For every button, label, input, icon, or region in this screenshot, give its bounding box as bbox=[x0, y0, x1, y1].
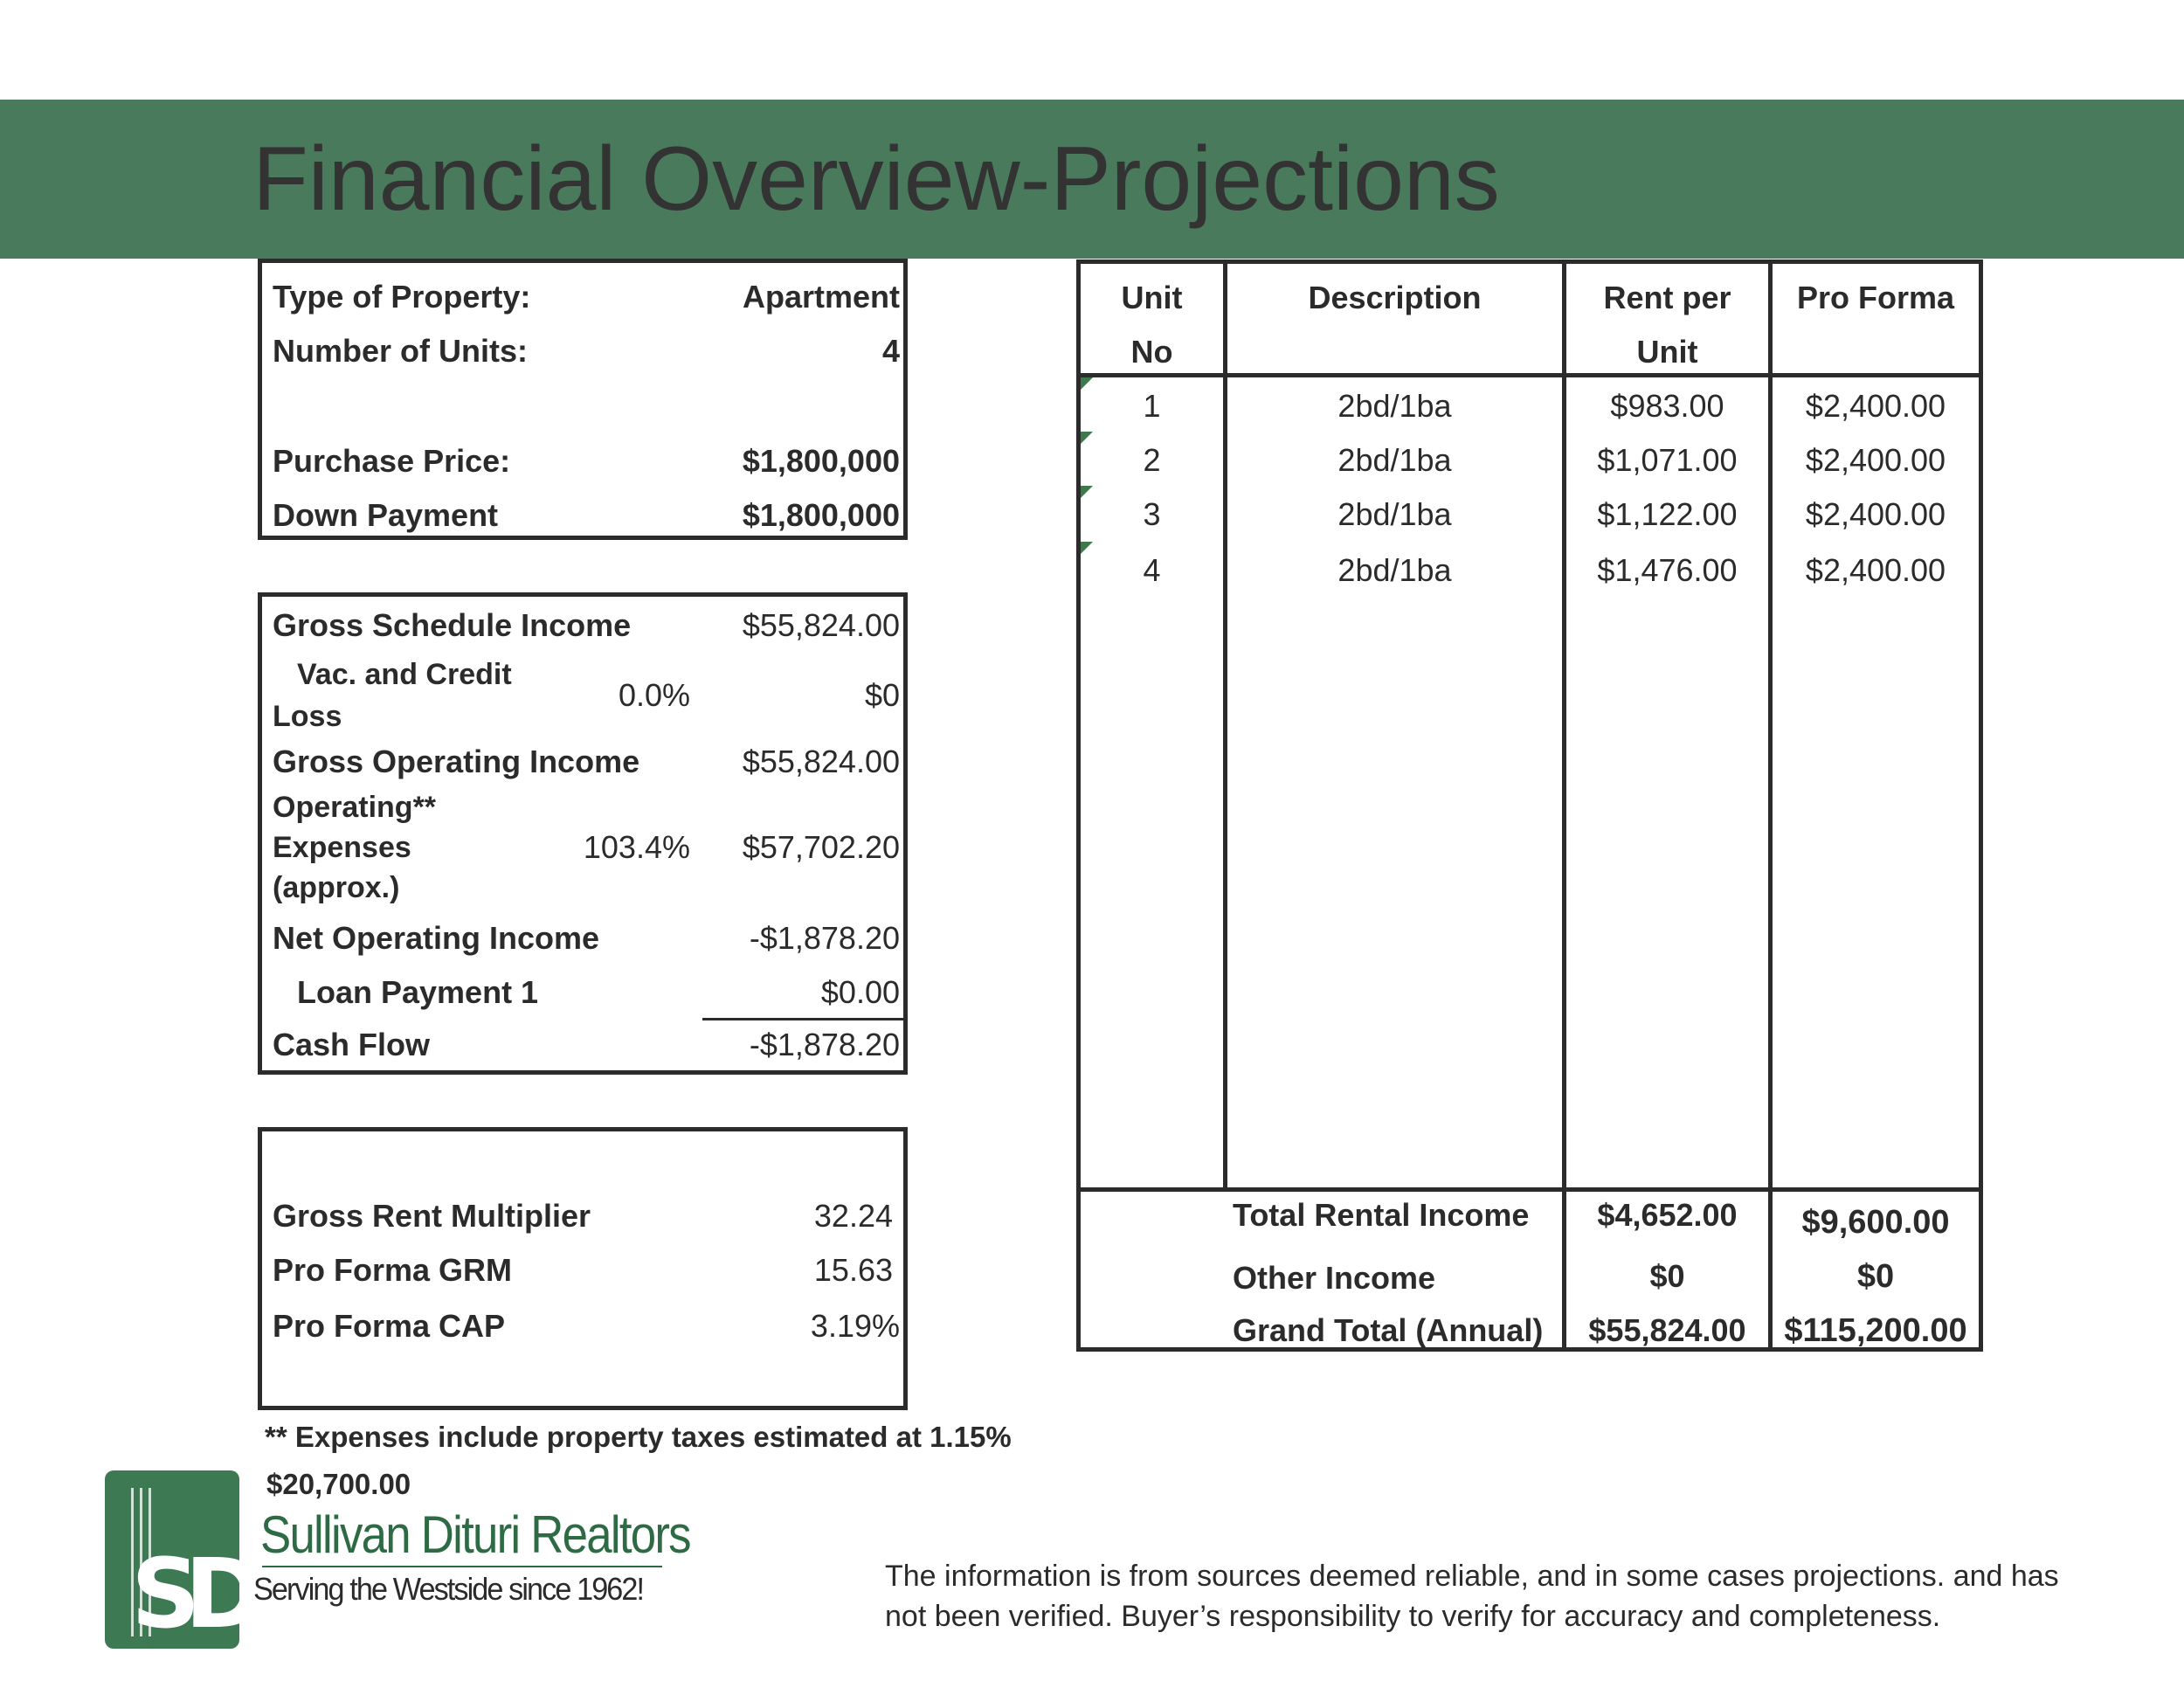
type-of-property-value: Apartment bbox=[742, 279, 900, 315]
subtotal-divider bbox=[702, 1018, 908, 1020]
total-rental-income-rent: $4,652.00 bbox=[1597, 1197, 1738, 1233]
footnote-line-2: $20,700.00 bbox=[266, 1468, 411, 1500]
ratios-box bbox=[258, 1127, 908, 1410]
row-2-unit-no: 2 bbox=[1143, 442, 1161, 478]
number-of-units-label: Number of Units: bbox=[273, 333, 528, 369]
row-4-description: 2bd/1ba bbox=[1337, 552, 1452, 588]
row-2-rent: $1,071.00 bbox=[1597, 442, 1738, 478]
number-of-units-value: 4 bbox=[881, 333, 900, 369]
gross-schedule-income-value: $55,824.00 bbox=[742, 607, 900, 643]
down-payment-value: $1,800,000 bbox=[742, 497, 900, 533]
logo-letters: SD bbox=[131, 1538, 249, 1650]
row-3-description: 2bd/1ba bbox=[1337, 496, 1452, 532]
pro-forma-grm-label: Pro Forma GRM bbox=[273, 1252, 513, 1288]
row-1-unit-no: 1 bbox=[1143, 388, 1161, 424]
gross-rent-multiplier-value: 32.24 bbox=[813, 1198, 893, 1234]
operating-expenses-percent: 103.4% bbox=[583, 829, 690, 865]
gross-schedule-income-label: Gross Schedule Income bbox=[273, 607, 632, 643]
row-2-pro-forma: $2,400.00 bbox=[1805, 442, 1946, 478]
header-no: No bbox=[1130, 334, 1173, 370]
other-income-pro-forma: $0 bbox=[1856, 1258, 1895, 1295]
pro-forma-cap-value: 3.19% bbox=[810, 1308, 900, 1344]
company-name: Sullivan Dituri Realtors bbox=[260, 1505, 690, 1564]
company-tagline: Serving the Westside since 1962! bbox=[253, 1571, 644, 1607]
vac-credit-label-2: Loss bbox=[273, 700, 342, 733]
header-pro-forma: Pro Forma bbox=[1796, 280, 1955, 315]
row-1-pro-forma: $2,400.00 bbox=[1805, 388, 1946, 424]
row-3-unit-no: 3 bbox=[1143, 496, 1161, 532]
row-4-pro-forma: $2,400.00 bbox=[1805, 552, 1946, 588]
header-rent-unit: Unit bbox=[1636, 334, 1698, 370]
row-1-description: 2bd/1ba bbox=[1337, 388, 1452, 424]
table-col-divider-2 bbox=[1562, 264, 1566, 1347]
row-3-rent: $1,122.00 bbox=[1597, 496, 1738, 532]
grand-total-rent: $55,824.00 bbox=[1588, 1312, 1746, 1348]
income-box bbox=[258, 592, 908, 1075]
disclaimer-line-1: The information is from sources deemed reliable, and in some cases projections. and has bbox=[885, 1560, 2059, 1593]
cash-flow-value: -$1,878.20 bbox=[749, 1027, 900, 1062]
footnote-line-1: ** Expenses include property taxes estimated at 1.15% bbox=[265, 1421, 1012, 1453]
pro-forma-cap-label: Pro Forma CAP bbox=[273, 1308, 506, 1344]
row-3-pro-forma: $2,400.00 bbox=[1805, 496, 1946, 532]
table-header-divider bbox=[1081, 373, 1979, 377]
other-income-label: Other Income bbox=[1233, 1260, 1436, 1296]
company-name-underline bbox=[262, 1566, 662, 1567]
vac-credit-label-1: Vac. and Credit bbox=[297, 658, 512, 691]
down-payment-label: Down Payment bbox=[273, 497, 499, 533]
operating-expenses-label-1: Operating** bbox=[273, 791, 437, 824]
gross-operating-income-label: Gross Operating Income bbox=[273, 744, 640, 779]
operating-expenses-value: $57,702.20 bbox=[742, 829, 900, 865]
other-income-rent: $0 bbox=[1649, 1258, 1685, 1294]
gross-rent-multiplier-label: Gross Rent Multiplier bbox=[273, 1198, 591, 1234]
row-4-rent: $1,476.00 bbox=[1597, 552, 1738, 588]
disclaimer-line-2: not been verified. Buyer’s responsibility to verify for accuracy and completeness. bbox=[885, 1600, 1941, 1633]
total-rental-income-label: Total Rental Income bbox=[1233, 1197, 1530, 1233]
total-rental-income-pro-forma: $9,600.00 bbox=[1801, 1204, 1950, 1241]
table-col-divider-3 bbox=[1768, 264, 1773, 1347]
loan-payment-value: $0.00 bbox=[820, 974, 900, 1010]
type-of-property-label: Type of Property: bbox=[273, 279, 531, 315]
units-table bbox=[1076, 259, 1983, 1352]
row-1-rent: $983.00 bbox=[1610, 388, 1724, 424]
vac-credit-value: $0 bbox=[864, 677, 900, 713]
row-4-unit-no: 4 bbox=[1143, 552, 1161, 588]
grand-total-label: Grand Total (Annual) bbox=[1233, 1312, 1544, 1348]
table-totals-divider bbox=[1081, 1187, 1979, 1192]
property-summary-box bbox=[258, 259, 908, 540]
header-rent-per: Rent per bbox=[1603, 280, 1731, 315]
purchase-price-label: Purchase Price: bbox=[273, 443, 511, 479]
gross-operating-income-value: $55,824.00 bbox=[742, 744, 900, 779]
row-2-description: 2bd/1ba bbox=[1337, 442, 1452, 478]
grand-total-pro-forma: $115,200.00 bbox=[1784, 1312, 1967, 1349]
header-description: Description bbox=[1308, 280, 1482, 315]
net-operating-income-label: Net Operating Income bbox=[273, 920, 600, 956]
vac-credit-percent: 0.0% bbox=[618, 677, 690, 713]
cash-flow-label: Cash Flow bbox=[273, 1027, 431, 1062]
operating-expenses-label-2: Expenses bbox=[273, 831, 411, 864]
operating-expenses-label-3: (approx.) bbox=[273, 871, 400, 904]
net-operating-income-value: -$1,878.20 bbox=[749, 920, 900, 956]
page-title: Financial Overview-Projections bbox=[252, 128, 1500, 230]
loan-payment-label: Loan Payment 1 bbox=[297, 974, 539, 1010]
pro-forma-grm-value: 15.63 bbox=[813, 1252, 893, 1288]
header-unit: Unit bbox=[1121, 280, 1183, 315]
purchase-price-value: $1,800,000 bbox=[742, 443, 900, 479]
